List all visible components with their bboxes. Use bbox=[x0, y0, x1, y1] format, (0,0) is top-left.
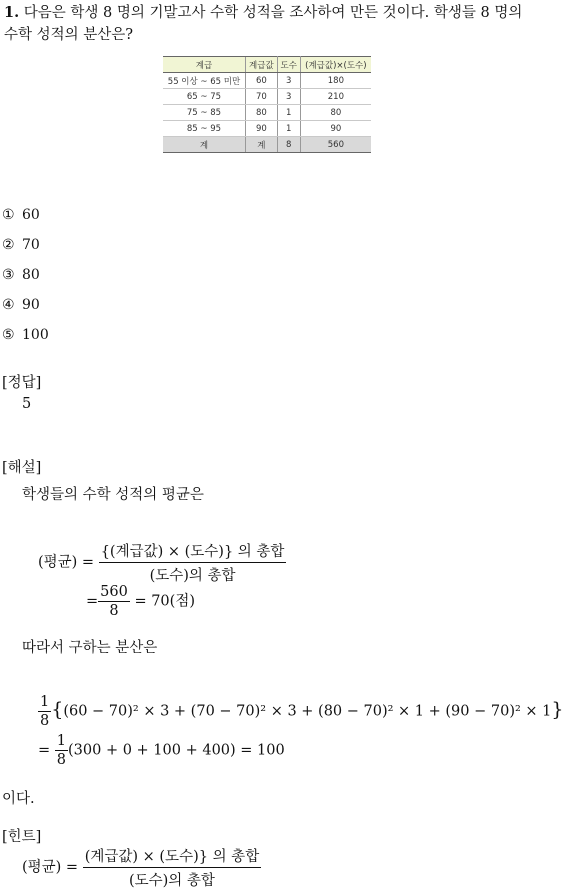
table-cell: 계 bbox=[245, 137, 277, 153]
mean-formula bbox=[38, 540, 286, 585]
open-brace: { bbox=[51, 698, 64, 721]
answer-label: [정답] bbox=[2, 375, 42, 391]
table-cell: 85 ~ 95 bbox=[163, 121, 245, 137]
table-cell: 1 bbox=[277, 121, 300, 137]
table-cell: 65 ~ 75 bbox=[163, 89, 245, 105]
option-1[interactable] bbox=[2, 207, 40, 223]
table-cell: 210 bbox=[300, 89, 371, 105]
hint-lhs: (평균) = bbox=[22, 859, 79, 876]
mean-numerator: {(계급값) × (도수)} 의 총합 bbox=[99, 540, 287, 563]
close-brace: } bbox=[551, 698, 563, 721]
option-value: 70 bbox=[22, 237, 40, 253]
option-marker: ④ bbox=[2, 297, 15, 313]
option-2[interactable] bbox=[2, 237, 40, 253]
hint-label: [힌트] bbox=[2, 829, 42, 845]
answer-value: 5 bbox=[22, 396, 32, 412]
option-value: 90 bbox=[22, 297, 40, 313]
step-fraction bbox=[98, 584, 130, 619]
question-text bbox=[4, 2, 532, 46]
step-equals: = bbox=[86, 593, 99, 610]
table-row bbox=[163, 121, 371, 137]
table-cell: 560 bbox=[300, 137, 371, 153]
table-row bbox=[163, 105, 371, 121]
option-4[interactable] bbox=[2, 297, 40, 313]
table-cell: 180 bbox=[300, 73, 371, 89]
explanation-conclusion: 이다. bbox=[2, 791, 35, 807]
variance-fraction bbox=[55, 733, 68, 768]
table-header: 계급 bbox=[163, 57, 245, 73]
table-row bbox=[163, 89, 371, 105]
table-cell: 80 bbox=[245, 105, 277, 121]
coef-numerator: 1 bbox=[40, 694, 50, 710]
table-header-row bbox=[163, 57, 371, 73]
hint-denominator: (도수)의 총합 bbox=[128, 873, 215, 889]
option-5[interactable] bbox=[2, 327, 49, 343]
table-cell: 75 ~ 85 bbox=[163, 105, 245, 121]
variance-result-body: (300 + 0 + 100 + 400) = 100 bbox=[68, 742, 285, 759]
option-marker: ① bbox=[2, 207, 15, 223]
table-total-row bbox=[163, 137, 371, 153]
variance-coefficient bbox=[38, 694, 51, 729]
mean-calculation bbox=[86, 584, 195, 619]
table-cell: 1 bbox=[277, 105, 300, 121]
option-3[interactable] bbox=[2, 267, 40, 283]
coef-denominator: 8 bbox=[40, 713, 50, 729]
option-marker: ⑤ bbox=[2, 327, 15, 343]
table-cell: 55 이상 ~ 65 미만 bbox=[163, 73, 245, 89]
table-header: (계급값)×(도수) bbox=[300, 57, 371, 73]
table-cell: 3 bbox=[277, 89, 300, 105]
table-cell: 8 bbox=[277, 137, 300, 153]
table-header: 계급값 bbox=[245, 57, 277, 73]
variance-formula bbox=[38, 694, 563, 729]
table-cell: 3 bbox=[277, 73, 300, 89]
option-marker: ③ bbox=[2, 267, 15, 283]
variance-body: (60 − 70)² × 3 + (70 − 70)² × 3 + (80 − 70)² × 1 + (90 − 70)² × 1 bbox=[63, 703, 552, 720]
var2-numerator: 1 bbox=[56, 733, 66, 749]
table-cell: 60 bbox=[245, 73, 277, 89]
step-denominator: 8 bbox=[109, 603, 119, 619]
var2-denominator: 8 bbox=[56, 752, 66, 768]
mean-denominator: (도수)의 총합 bbox=[149, 568, 236, 584]
explanation-intro: 학생들의 수학 성적의 평균은 bbox=[22, 487, 204, 503]
table-cell: 계 bbox=[163, 137, 245, 153]
explanation-label: [해설] bbox=[2, 460, 42, 476]
variance-equals: = bbox=[38, 742, 51, 759]
hint-fraction bbox=[83, 845, 262, 890]
explanation-transition: 따라서 구하는 분산은 bbox=[22, 640, 158, 656]
hint-numerator: (계급값) × (도수)} 의 총합 bbox=[83, 845, 262, 868]
variance-result bbox=[38, 733, 285, 768]
question-body: 다음은 학생 8 명의 기말고사 수학 성적을 조사하여 만든 것이다. 학생들 8 명의 수학 성적의 분산은? bbox=[4, 5, 523, 43]
table-cell: 90 bbox=[300, 121, 371, 137]
table-header: 도수 bbox=[277, 57, 300, 73]
mean-lhs: (평균) = bbox=[38, 554, 95, 571]
table-cell: 80 bbox=[300, 105, 371, 121]
table-row bbox=[163, 73, 371, 89]
option-value: 60 bbox=[22, 207, 40, 223]
option-value: 80 bbox=[22, 267, 40, 283]
mean-fraction bbox=[99, 540, 287, 585]
frequency-table bbox=[163, 56, 371, 153]
step-numerator: 560 bbox=[100, 584, 128, 600]
table-cell: 70 bbox=[245, 89, 277, 105]
step-result: = 70(점) bbox=[134, 593, 195, 610]
table-cell: 90 bbox=[245, 121, 277, 137]
option-marker: ② bbox=[2, 237, 15, 253]
option-value: 100 bbox=[22, 327, 49, 343]
hint-formula bbox=[22, 845, 261, 890]
question-number: 1. bbox=[4, 4, 20, 21]
